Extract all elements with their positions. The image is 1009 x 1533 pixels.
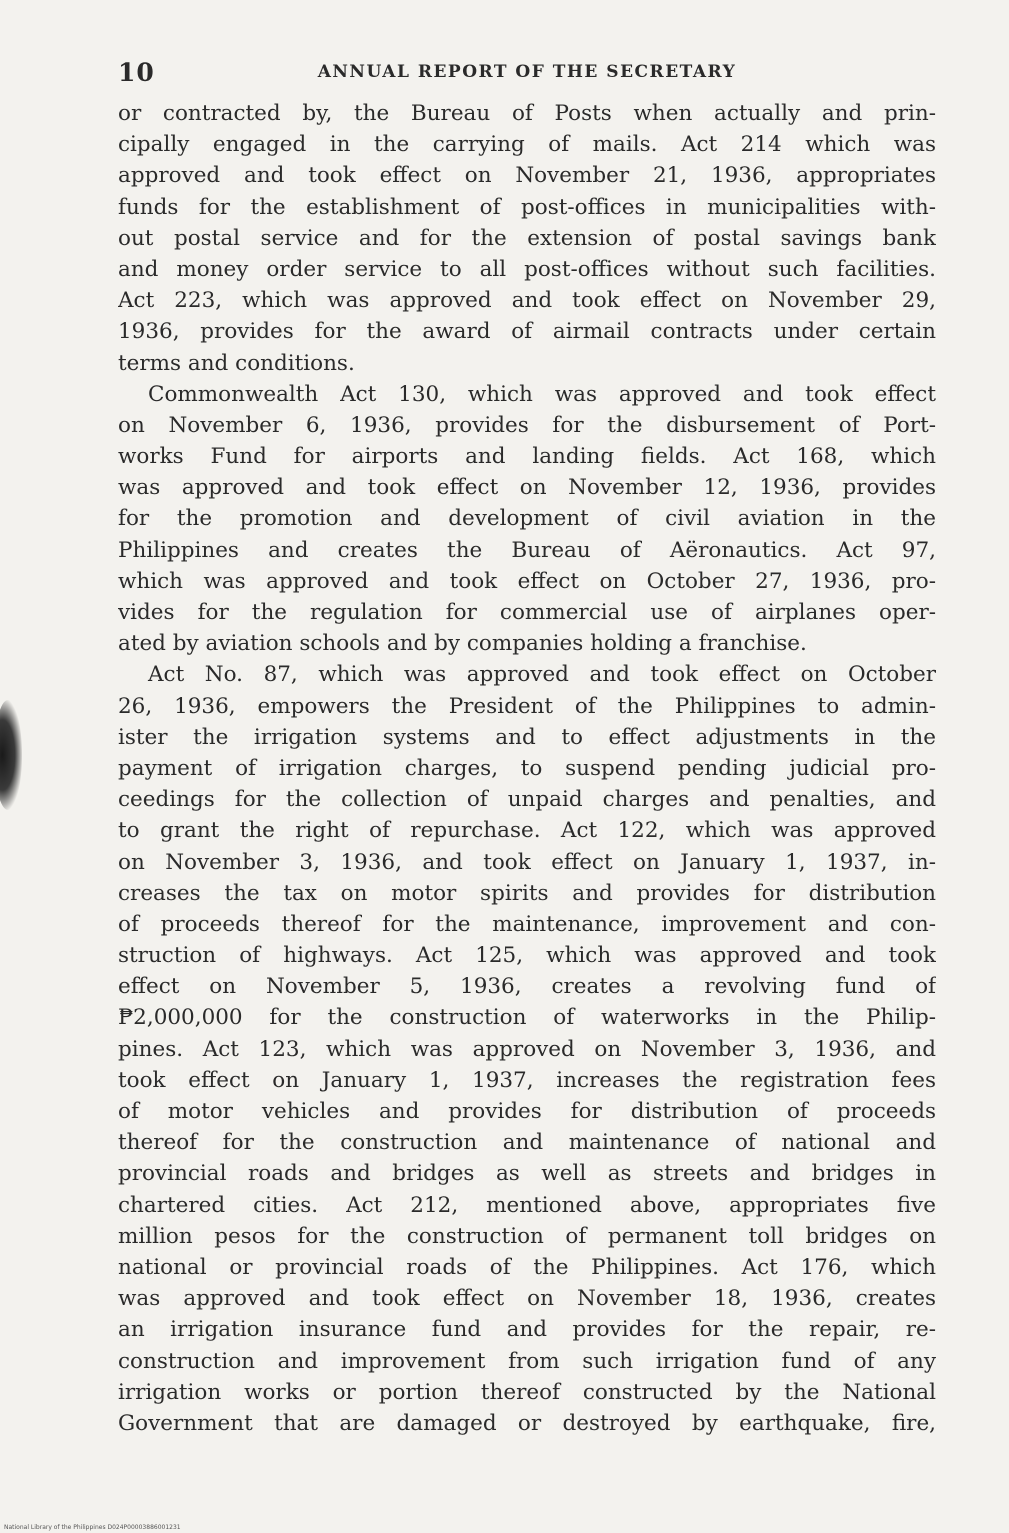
text-line: effect on November 5, 1936, creates a revolving fund of [118,974,936,1000]
text-line: Act No. 87, which was approved and took effect on October [148,662,936,688]
text-line: on November 6, 1936, provides for the disbursement of Port- [118,412,936,438]
text-line: construction and improvement from such irrigation fund of any [118,1348,936,1374]
text-line: or contracted by, the Bureau of Posts when actually and prin- [118,101,936,126]
text-line: and money order service to all post-offices without such facilities. [118,256,936,282]
text-line: irrigation works or portion thereof constructed by the National [118,1379,936,1405]
text-line: cipally engaged in the carrying of mails. Act 214 which was [118,132,936,158]
text-line: vides for the regulation for commercial use of airplanes oper- [118,600,936,625]
running-head [118,58,936,94]
text-line: for the promotion and development of civil aviation in the [118,506,936,532]
text-line: on November 3, 1936, and took effect on January 1, 1937, in- [118,849,936,875]
text-line: chartered cities. Act 212, mentioned above, appropriates five [118,1192,936,1218]
text-line: to grant the right of repurchase. Act 122, which was approved [118,818,936,844]
running-head-title: ANNUAL REPORT OF THE SECRETARY [317,62,737,82]
text-line: which was approved and took effect on October 27, 1936, pro- [118,568,936,594]
text-line: ₱2,000,000 for the construction of waterworks in the Philip- [118,1005,936,1031]
text-line: approved and took effect on November 21, 1936, appropriates [118,163,936,189]
text-line: million pesos for the construction of permanent toll bridges on [118,1223,936,1249]
text-line: ister the irrigation systems and to effect adjustments in the [118,724,936,750]
document-page [118,58,936,1439]
binding-shadow [0,700,22,810]
text-line: Philippines and creates the Bureau of Aëronautics. Act 97, [118,537,936,563]
text-line: of proceeds thereof for the maintenance, improvement and con- [118,911,936,937]
text-line: creases the tax on motor spirits and provides for distribution [118,880,936,906]
text-line: terms and conditions. [118,350,355,376]
text-line: funds for the establishment of post-offices in municipalities with- [118,194,936,220]
text-line: national or provincial roads of the Philippines. Act 176, which [118,1254,936,1280]
page-number: 10 [118,58,155,87]
text-line: provincial roads and bridges as well as streets and bridges in [118,1161,936,1187]
text-line: ated by aviation schools and by companies holding a franchise. [118,631,807,657]
text-line: pines. Act 123, which was approved on November 3, 1936, and [118,1036,936,1062]
text-line: works Fund for airports and landing fields. Act 168, which [118,444,936,470]
text-line: Act 223, which was approved and took effect on November 29, [118,288,936,314]
text-line: was approved and took effect on November 18, 1936, creates [118,1286,936,1312]
text-line: of motor vehicles and provides for distribution of proceeds [118,1099,936,1124]
text-line: Commonwealth Act 130, which was approved and took effect [148,381,936,407]
text-line: Government that are damaged or destroyed by earthquake, fire, [118,1410,936,1436]
text-line: thereof for the construction and maintenance of national and [118,1130,936,1156]
body-text [118,98,936,1439]
text-line: ceedings for the collection of unpaid charges and penalties, and [118,787,936,813]
text-line: 1936, provides for the award of airmail contracts under certain [118,319,936,345]
text-line: took effect on January 1, 1937, increases the registration fees [118,1067,936,1093]
text-line: payment of irrigation charges, to suspend pending judicial pro- [118,755,936,781]
scan-footer-stamp: National Library of the Philippines D024P00003886001231 [4,1524,181,1531]
text-line: 26, 1936, empowers the President of the Philippines to admin- [118,693,936,719]
text-line: out postal service and for the extension of postal savings bank [118,225,936,251]
text-line: an irrigation insurance fund and provides for the repair, re- [118,1317,936,1343]
text-line: was approved and took effect on November 12, 1936, provides [118,475,936,501]
text-line: struction of highways. Act 125, which was approved and took [118,943,936,969]
